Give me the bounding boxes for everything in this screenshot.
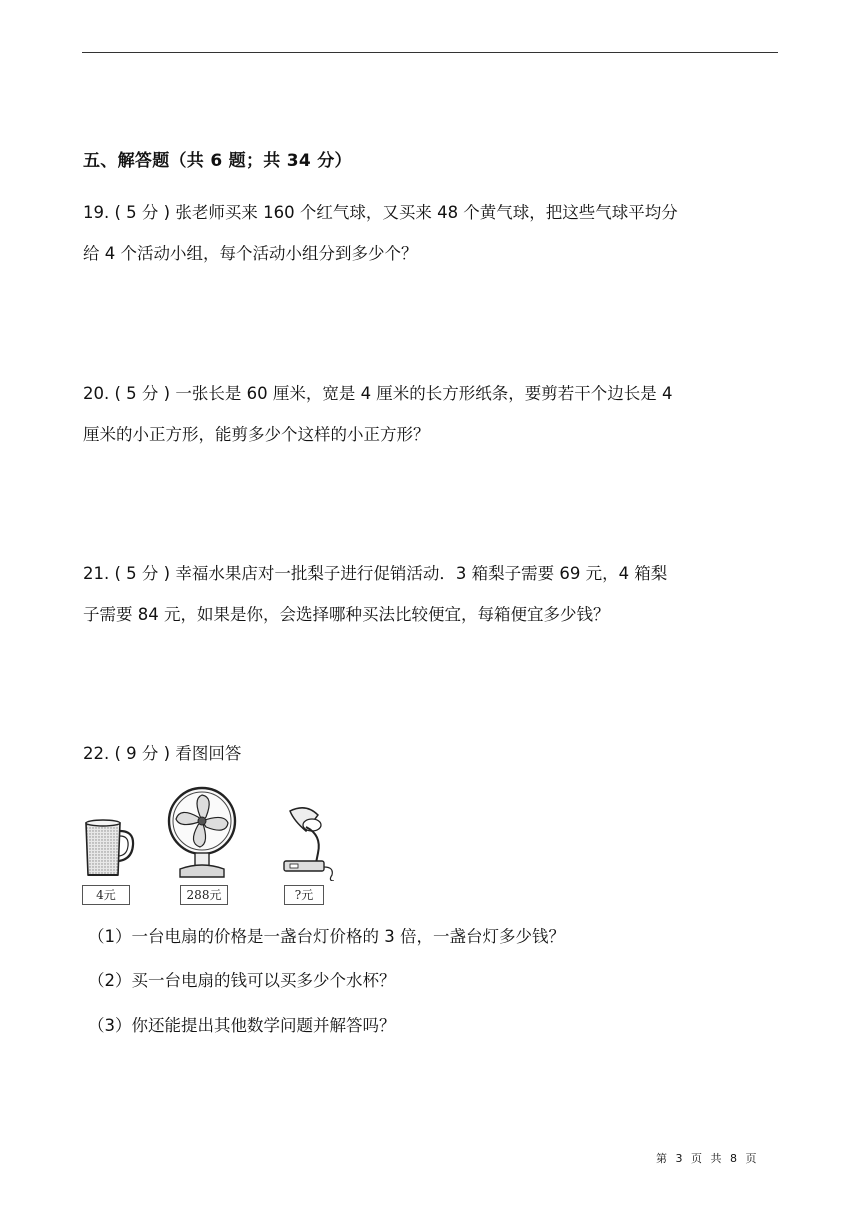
page-footer: 第 3 页 共 8 页 xyxy=(656,1152,757,1165)
question-text-line: 20. ( 5 分 ) 一张长是 60 厘米，宽是 4 厘米的长方形纸条，要剪若干个边长是 4 xyxy=(83,384,673,403)
question-text-line: 子需要 84 元，如果是你，会选择哪种买法比较便宜，每箱便宜多少钱？ xyxy=(83,605,610,624)
question-text-line: 给 4 个活动小组，每个活动小组分到多少个？ xyxy=(83,244,418,263)
cup-figure xyxy=(80,815,140,902)
sub-question-3: （3）你还能提出其他数学问题并解答吗？ xyxy=(88,1016,396,1035)
lamp-price-label: ?元 xyxy=(284,885,324,905)
question-20 xyxy=(83,373,783,455)
cup-icon xyxy=(80,815,140,879)
question-22-figures xyxy=(80,785,350,910)
question-text-line: 22. ( 9 分 ) 看图回答 xyxy=(83,744,242,763)
fan-price-label: 288元 xyxy=(180,885,228,905)
question-22 xyxy=(83,733,783,774)
question-text-line: 21. ( 5 分 ) 幸福水果店对一批梨子进行促销活动．3 箱梨子需要 69 元，4 箱梨 xyxy=(83,564,668,583)
question-text-line: 厘米的小正方形，能剪多少个这样的小正方形？ xyxy=(83,425,430,444)
sub-question-2: （2）买一台电扇的钱可以买多少个水杯？ xyxy=(88,971,396,990)
fan-figure xyxy=(162,785,242,902)
cup-price-label: 4元 xyxy=(82,885,130,905)
fan-icon xyxy=(162,785,242,883)
desk-lamp-icon xyxy=(276,805,340,881)
sub-question-1: （1）一台电扇的价格是一盏台灯价格的 3 倍，一盏台灯多少钱？ xyxy=(88,927,565,946)
lamp-figure xyxy=(276,805,340,902)
question-21 xyxy=(83,553,783,635)
section-title: 五、解答题（共 6 题；共 34 分） xyxy=(83,151,352,171)
question-text-line: 19. ( 5 分 ) 张老师买来 160 个红气球，又买来 48 个黄气球，把这些气球平均分 xyxy=(83,203,678,222)
question-19 xyxy=(83,192,783,274)
header-rule xyxy=(82,52,778,53)
